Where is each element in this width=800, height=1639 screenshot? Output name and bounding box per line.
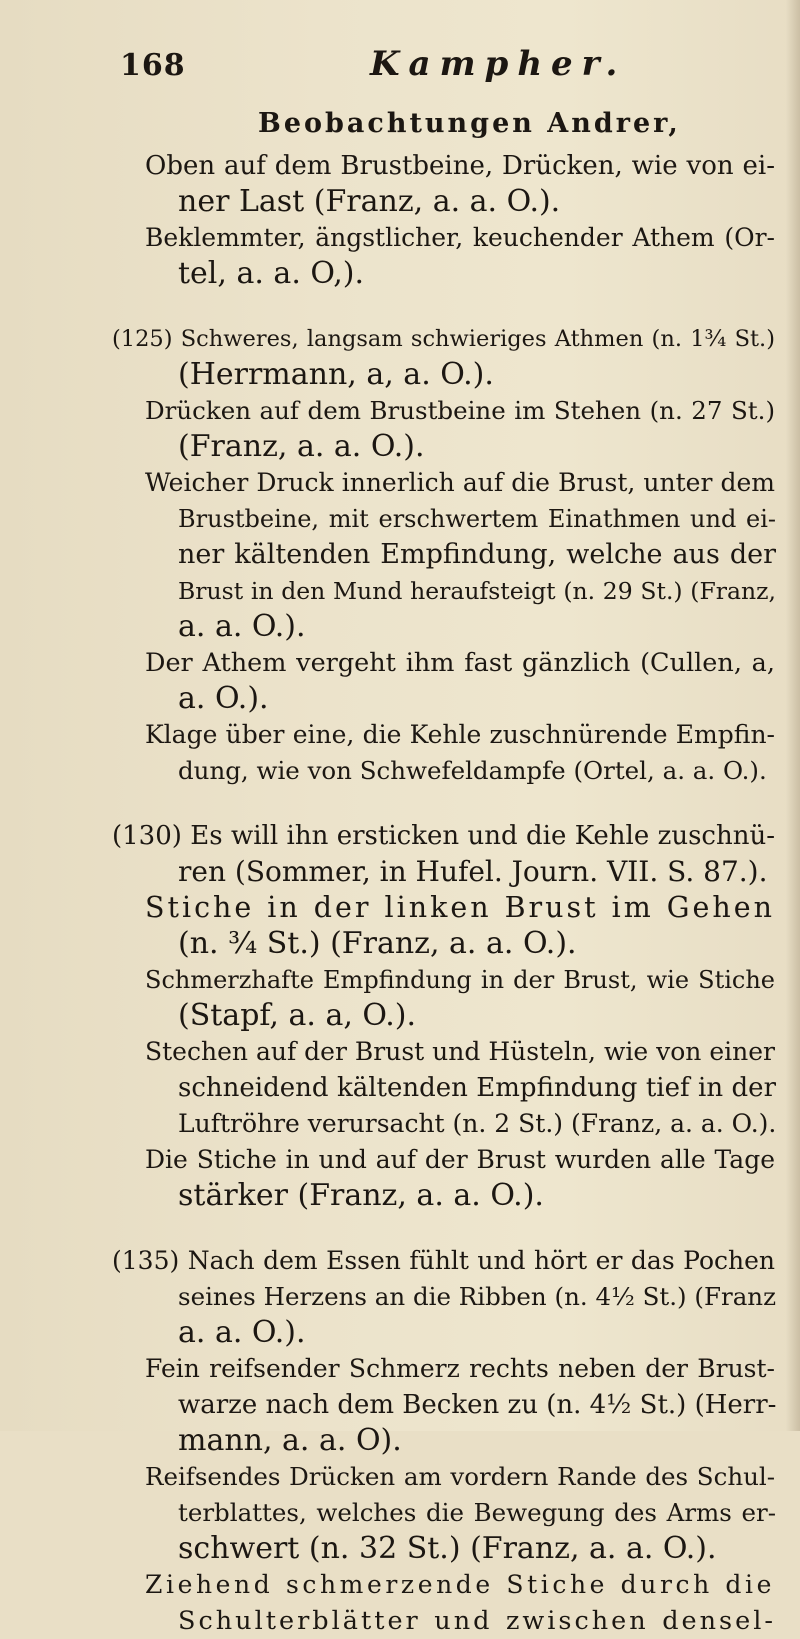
- text-line: Reifsendes Drücken am vordern Rande des Schul-: [145, 1462, 775, 1491]
- symptom-entry: [0, 890, 800, 962]
- symptom-entry: [0, 1351, 800, 1459]
- text-line: stärker (Franz, a. a. O.).: [178, 1178, 544, 1213]
- text-line: ner kältenden Empfindung, welche aus der: [178, 539, 776, 570]
- text-line: (130) Es will ihn ersticken und die Kehle zuschnü-: [112, 821, 775, 851]
- symptom-entry: [0, 220, 800, 292]
- body-text: [0, 148, 800, 1639]
- page-number: 168: [120, 48, 186, 83]
- symptom-entry-numbered: [0, 321, 800, 393]
- symptom-entry: [0, 962, 800, 1034]
- text-line: Der Athem vergeht ihm fast gänzlich (Cullen, a,: [145, 648, 775, 678]
- text-line: (Stapf, a. a, O.).: [178, 998, 417, 1033]
- text-line: Beklemmter, ängstlicher, keuchender Athem (Or-: [145, 223, 775, 252]
- text-line: Schmerzhafte Empfindung in der Brust, wie Stiche: [145, 966, 775, 994]
- text-line: mann, a. a. O).: [178, 1423, 402, 1458]
- text-line: a. a. O.).: [178, 609, 306, 644]
- text-line: Brustbeine, mit erschwertem Einathmen und ei-: [178, 505, 776, 533]
- text-line: a. a. O.).: [178, 1315, 306, 1350]
- symptom-entry-numbered: [0, 818, 800, 890]
- text-line: warze nach dem Becken zu (n. 4½ St.) (Herr-: [178, 1390, 776, 1420]
- text-line: a. O.).: [178, 681, 269, 716]
- symptom-entry: [0, 1034, 800, 1142]
- text-line: Ziehend schmerzende Stiche durch die: [145, 1570, 775, 1599]
- text-line: Brust in den Mund heraufsteigt (n. 29 St.) (Franz,: [178, 577, 776, 605]
- symptom-entry: [0, 1459, 800, 1567]
- text-line: Fein reifsender Schmerz rechts neben der Brust-: [145, 1354, 775, 1383]
- symptom-entry: [0, 645, 800, 717]
- symptom-entry: [0, 465, 800, 645]
- text-line: Schulterblätter und zwischen densel-: [178, 1606, 776, 1636]
- text-line: tel, a. a. O,).: [178, 256, 365, 291]
- text-line: Oben auf dem Brustbeine, Drücken, wie von ei-: [145, 151, 775, 181]
- text-line: seines Herzens an die Ribben (n. 4½ St.) (Franz: [178, 1282, 776, 1311]
- text-line: Drücken auf dem Brustbeine im Stehen (n. 27 St.): [145, 396, 775, 425]
- symptom-entry: [0, 148, 800, 220]
- symptom-entry: [0, 1142, 800, 1214]
- text-line: Klage über eine, die Kehle zuschnürende Empfin-: [145, 720, 775, 749]
- text-line: Luftröhre verursacht (n. 2 St.) (Franz, a. a. O.).: [178, 1109, 776, 1138]
- symptom-entry-numbered: [0, 1243, 800, 1351]
- text-line: schwert (n. 32 St.) (Franz, a. a. O.).: [178, 1531, 717, 1566]
- section-heading: Beobachtungen Andrer,: [258, 108, 681, 139]
- text-line: ner Last (Franz, a. a. O.).: [178, 184, 561, 219]
- text-line: (Franz, a. a. O.).: [178, 429, 425, 464]
- text-line: Die Stiche in und auf der Brust wurden alle Tage: [145, 1145, 775, 1174]
- text-line: (n. ¾ St.) (Franz, a. a. O.).: [178, 926, 577, 961]
- symptom-entry: [0, 717, 800, 789]
- text-line: schneidend kältenden Empfindung tief in der: [178, 1073, 776, 1103]
- text-line: ren (Sommer, in Hufel. Journ. VII. S. 87.).: [178, 855, 768, 888]
- text-line: terblattes, welches die Bewegung des Arms er-: [178, 1498, 776, 1527]
- text-line: Weicher Druck innerlich auf die Brust, unter dem: [145, 468, 775, 497]
- text-line: Stechen auf der Brust und Hüsteln, wie von einer: [145, 1037, 775, 1066]
- symptom-entry: [0, 393, 800, 465]
- text-line: (125) Schweres, langsam schwieriges Athmen (n. 1¾ St.): [112, 326, 775, 352]
- running-title: Kampher.: [370, 44, 627, 84]
- text-line: (135) Nach dem Essen fühlt und hört er das Pochen: [112, 1246, 775, 1275]
- text-line: dung, wie von Schwefeldampfe (Ortel, a. a. O.).: [178, 756, 767, 785]
- text-line: Stiche in der linken Brust im Gehen: [145, 891, 775, 924]
- page-header: [0, 44, 800, 94]
- symptom-entry: [0, 1567, 800, 1639]
- text-line: (Herrmann, a, a. O.).: [178, 357, 494, 392]
